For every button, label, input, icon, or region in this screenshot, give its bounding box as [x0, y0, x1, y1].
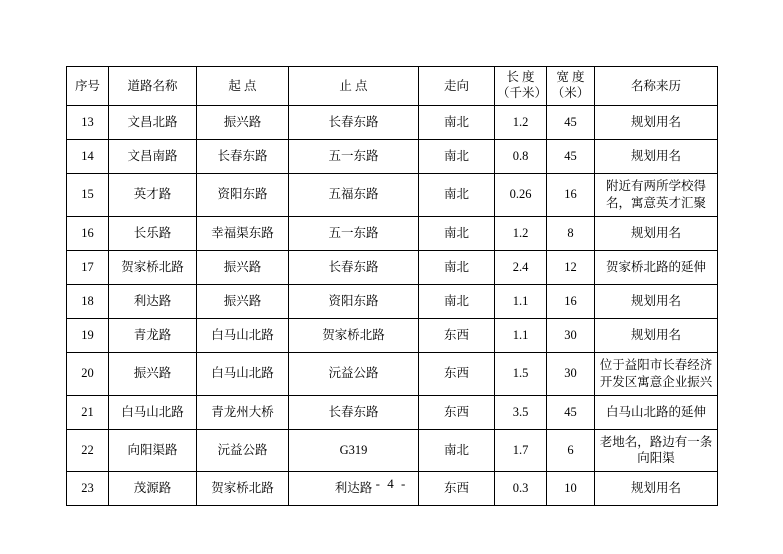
- cell-start: 青龙州大桥: [197, 395, 289, 429]
- cell-end: 五福东路: [289, 174, 419, 217]
- cell-start: 幸福渠东路: [197, 216, 289, 250]
- cell-seq: 14: [67, 140, 109, 174]
- cell-origin: 规划用名: [595, 140, 718, 174]
- cell-length: 0.3: [495, 472, 547, 506]
- cell-origin: 老地名，路边有一条向阳渠: [595, 429, 718, 472]
- cell-direction: 东西: [419, 395, 495, 429]
- cell-direction: 南北: [419, 250, 495, 284]
- cell-seq: 13: [67, 106, 109, 140]
- column-header-length-line1: 长 度: [506, 70, 535, 85]
- table-row: [67, 250, 718, 284]
- cell-end: 贺家桥北路: [289, 318, 419, 352]
- cell-start: 白马山北路: [197, 318, 289, 352]
- cell-width: 12: [547, 250, 595, 284]
- column-header-road-name: 道路名称: [109, 67, 197, 106]
- column-header-direction: 走向: [419, 67, 495, 106]
- cell-seq: 15: [67, 174, 109, 217]
- cell-width: 30: [547, 352, 595, 395]
- road-name-table: [66, 66, 718, 506]
- cell-end: 资阳东路: [289, 284, 419, 318]
- cell-direction: 南北: [419, 216, 495, 250]
- cell-origin: 位于益阳市长春经济开发区寓意企业振兴: [595, 352, 718, 395]
- cell-start: 白马山北路: [197, 352, 289, 395]
- table-row: [67, 429, 718, 472]
- cell-direction: 南北: [419, 284, 495, 318]
- cell-end: 长春东路: [289, 106, 419, 140]
- cell-length: 1.2: [495, 216, 547, 250]
- cell-road-name: 文昌北路: [109, 106, 197, 140]
- table-row: [67, 395, 718, 429]
- cell-seq: 17: [67, 250, 109, 284]
- table-row: [67, 352, 718, 395]
- cell-direction: 东西: [419, 318, 495, 352]
- table-header-row: [67, 67, 718, 106]
- cell-origin: 规划用名: [595, 472, 718, 506]
- cell-seq: 21: [67, 395, 109, 429]
- cell-length: 0.8: [495, 140, 547, 174]
- cell-direction: 南北: [419, 106, 495, 140]
- table-row: [67, 216, 718, 250]
- cell-direction: 东西: [419, 472, 495, 506]
- cell-length: 2.4: [495, 250, 547, 284]
- cell-origin: 规划用名: [595, 216, 718, 250]
- cell-width: 8: [547, 216, 595, 250]
- road-name-table-container: [66, 66, 717, 506]
- cell-end: 长春东路: [289, 395, 419, 429]
- cell-length: 1.7: [495, 429, 547, 472]
- cell-road-name: 白马山北路: [109, 395, 197, 429]
- column-header-length: [495, 67, 547, 106]
- cell-road-name: 向阳渠路: [109, 429, 197, 472]
- cell-seq: 18: [67, 284, 109, 318]
- column-header-seq: 序号: [67, 67, 109, 106]
- cell-seq: 20: [67, 352, 109, 395]
- column-header-length-line2: （千米）: [497, 86, 548, 100]
- cell-direction: 南北: [419, 140, 495, 174]
- cell-road-name: 英才路: [109, 174, 197, 217]
- cell-start: 沅益公路: [197, 429, 289, 472]
- cell-road-name: 振兴路: [109, 352, 197, 395]
- cell-end: 长春东路: [289, 250, 419, 284]
- cell-width: 6: [547, 429, 595, 472]
- cell-road-name: 贺家桥北路: [109, 250, 197, 284]
- cell-direction: 南北: [419, 174, 495, 217]
- column-header-end: 止 点: [289, 67, 419, 106]
- table-header: [67, 67, 718, 106]
- cell-origin: 规划用名: [595, 106, 718, 140]
- cell-width: 45: [547, 395, 595, 429]
- table-row: [67, 284, 718, 318]
- column-header-origin: 名称来历: [595, 67, 718, 106]
- cell-road-name: 长乐路: [109, 216, 197, 250]
- cell-seq: 23: [67, 472, 109, 506]
- cell-length: 0.26: [495, 174, 547, 217]
- column-header-width-line1: 宽 度: [556, 70, 585, 85]
- cell-start: 长春东路: [197, 140, 289, 174]
- cell-end: 沅益公路: [289, 352, 419, 395]
- cell-start: 振兴路: [197, 106, 289, 140]
- cell-origin: 白马山北路的延伸: [595, 395, 718, 429]
- cell-width: 45: [547, 140, 595, 174]
- cell-width: 16: [547, 284, 595, 318]
- cell-start: 振兴路: [197, 250, 289, 284]
- cell-width: 10: [547, 472, 595, 506]
- cell-road-name: 利达路: [109, 284, 197, 318]
- cell-length: 1.1: [495, 284, 547, 318]
- cell-direction: 东西: [419, 352, 495, 395]
- cell-length: 3.5: [495, 395, 547, 429]
- cell-road-name: 文昌南路: [109, 140, 197, 174]
- cell-length: 1.2: [495, 106, 547, 140]
- cell-start: 振兴路: [197, 284, 289, 318]
- table-body: [67, 106, 718, 506]
- cell-origin: 附近有两所学校得名，寓意英才汇聚: [595, 174, 718, 217]
- column-header-width-line2: （米）: [551, 86, 590, 100]
- cell-length: 1.1: [495, 318, 547, 352]
- cell-end: 五一东路: [289, 216, 419, 250]
- cell-end: G319: [289, 429, 419, 472]
- column-header-start: 起 点: [197, 67, 289, 106]
- cell-seq: 16: [67, 216, 109, 250]
- cell-road-name: 青龙路: [109, 318, 197, 352]
- column-header-width: [547, 67, 595, 106]
- cell-width: 45: [547, 106, 595, 140]
- page-number: - 4 -: [375, 476, 408, 491]
- cell-length: 1.5: [495, 352, 547, 395]
- cell-seq: 22: [67, 429, 109, 472]
- cell-origin: 规划用名: [595, 284, 718, 318]
- cell-end: 五一东路: [289, 140, 419, 174]
- cell-road-name: 茂源路: [109, 472, 197, 506]
- table-row: [67, 318, 718, 352]
- table-row: [67, 140, 718, 174]
- cell-width: 30: [547, 318, 595, 352]
- cell-end: 利达路: [289, 472, 419, 506]
- cell-origin: 贺家桥北路的延伸: [595, 250, 718, 284]
- cell-start: 资阳东路: [197, 174, 289, 217]
- cell-seq: 19: [67, 318, 109, 352]
- cell-direction: 南北: [419, 429, 495, 472]
- table-row: [67, 106, 718, 140]
- cell-origin: 规划用名: [595, 318, 718, 352]
- table-row: [67, 174, 718, 217]
- cell-width: 16: [547, 174, 595, 217]
- cell-start: 贺家桥北路: [197, 472, 289, 506]
